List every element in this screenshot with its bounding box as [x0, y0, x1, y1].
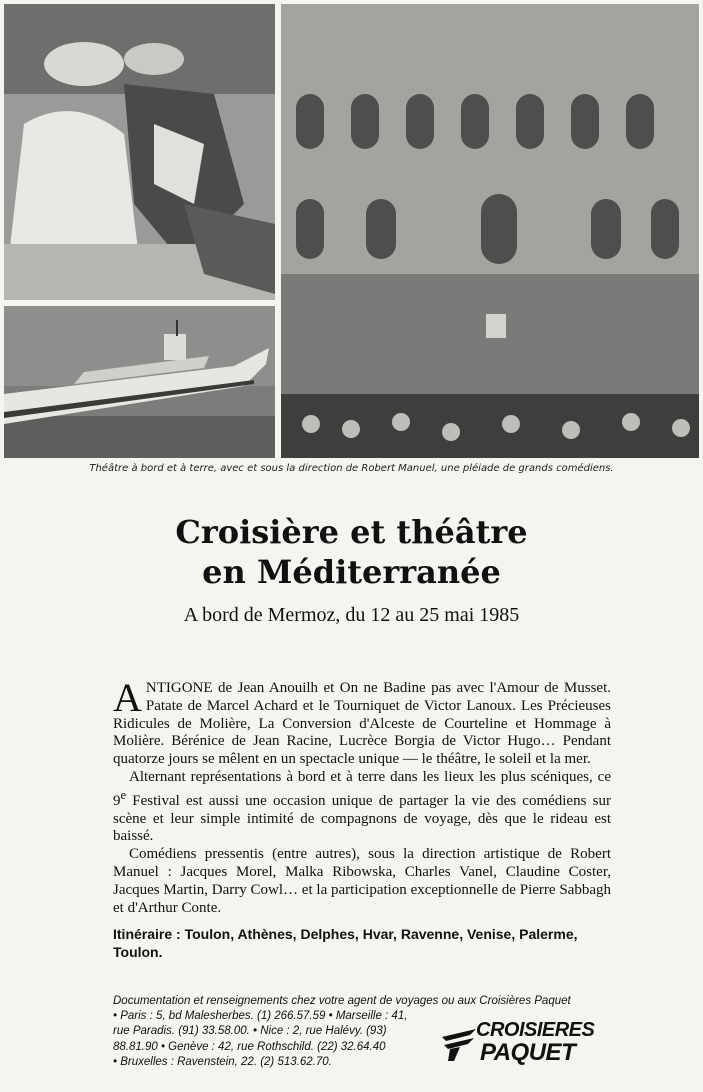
ship-photo	[4, 306, 275, 458]
title-line-1: Croisière et théâtre	[175, 513, 528, 551]
logo-line-1: CROISIERES	[476, 1019, 595, 1041]
subtitle: A bord de Mermoz, du 12 au 25 mai 1985	[183, 604, 520, 626]
page-title	[0, 512, 703, 592]
actors-photo	[4, 4, 275, 300]
address-line-1: • Paris : 5, bd Malesherbes. (1) 266.57.59 • Marseille : 41,	[113, 1010, 408, 1023]
logo-line-2: PAQUET	[480, 1039, 576, 1066]
address-line-2: rue Paradis. (91) 33.58.00. • Nice : 2, rue Halévy. (93)	[113, 1025, 387, 1038]
footer-addresses	[113, 1009, 431, 1070]
drop-cap: A	[113, 675, 142, 720]
ancient-theatre-photo	[281, 4, 699, 458]
photo-caption: Théâtre à bord et à terre, avec et sous la direction de Robert Manuel, une pléiade de grands comédiens.	[89, 463, 614, 474]
paragraph-1	[113, 675, 611, 769]
ordinal-superscript: e	[120, 787, 127, 802]
paragraph-3: Comédiens pressentis (entre autres), sous la direction artistique de Robert Manuel : Jacques Morel, Malka Ribowska, Charles Vanel, Claudine Coster, Jacques Martin, Darry Cowl… et la participation exceptionnelle de Pierre Sabbagh et d'Arthur Conte.	[113, 846, 611, 916]
croisieres-paquet-logo	[440, 1019, 615, 1067]
footer-intro: Documentation et renseignements chez votre agent de voyages ou aux Croisières Paquet	[113, 995, 571, 1007]
title-line-2: en Méditerranée	[202, 553, 501, 591]
address-line-3: 88.81.90 • Genève : 42, rue Rothschild. (22) 32.64.40	[113, 1040, 386, 1053]
paragraph-2-text-b: Festival est aussi une occasion unique de partager la vie des comédiens sur scène et leur simple intimité de compagnons de voyage, dès que le rideau est baissé.	[113, 792, 611, 845]
paragraph-1-text: NTIGONE de Jean Anouilh et On ne Badine pas avec l'Amour de Musset. Patate de Marcel Achard et le Tourniquet de Victor Lanoux. Les Précieuses Ridicules de Molière, La Conversion d'Alceste de Courteline et Hommage à Molière. Bérénice de Jean Racine, Lucrèce Borgia de Victor Hugo… Pendant quatorze jours se mêlent en un spectacle unique — le théâtre, le soleil et la mer.	[113, 680, 611, 768]
paragraph-2	[113, 769, 611, 846]
article-body	[113, 675, 611, 961]
paragraph-2-text-a: Alternant représentations à bord et à terre dans les lieux les plus scéniques, ce 9	[113, 768, 611, 809]
paquet-logo-icon	[440, 1023, 480, 1063]
address-line-4: • Bruxelles : Ravenstein, 22. (2) 513.62.70.	[113, 1055, 332, 1068]
itinerary: Itinéraire : Toulon, Athènes, Delphes, Hvar, Ravenne, Venise, Palerme, Toulon.	[113, 926, 578, 961]
